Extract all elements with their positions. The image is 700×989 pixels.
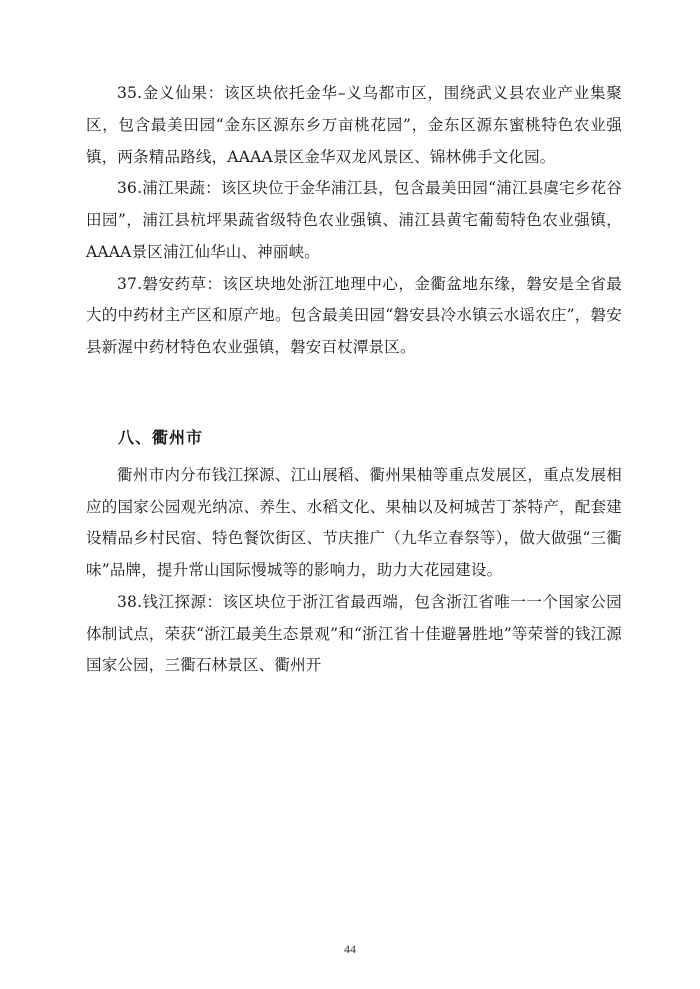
paragraph-item-36: 36.浦江果蔬：该区块位于金华浦江县，包含最美田园“浦江县虞宅乡花谷田园”，浦江县杭坪果蔬省级特色农业强镇、浦江县黄宅葡萄特色农业强镇，AAAA景区浦江仙华山、神丽峡。 (86, 179, 622, 261)
paragraph-item-35: 35.金义仙果：该区块依托金华–义乌都市区，围绕武义县农业产业集聚区，包含最美田园“金东区源东乡万亩桃花园”，金东区源东蜜桃特色农业强镇，两条精品路线，AAAA景区金华双龙风景区、锦林佛手文化园。 (86, 84, 622, 166)
paragraph-section-lead: 衢州市内分布钱江探源、江山展稻、衢州果柚等重点发展区，重点发展相应的国家公园观光纳凉、养生、水稻文化、果柚以及柯城苦丁茶特产，配套建设精品乡村民宿、特色餐饮街区、节庆推广（九华立春祭等），做大做强“三衢味”品牌，提升常山国际慢城等的影响力，助力大花园建设。 (86, 465, 622, 580)
paragraph-item-38: 38.钱江探源：该区块位于浙江省最西端，包含浙江省唯一一个国家公园体制试点，荣获“浙江最美生态景观”和“浙江省十佳避暑胜地”等荣誉的钱江源国家公园，三衢石林景区、衢州开 (86, 592, 622, 675)
paragraph-item-37: 37.磐安药草：该区块地处浙江地理中心，金衢盆地东缘，磐安是全省最大的中药材主产区和原产地。包含最美田园“磐安县冷水镇云水谣农庄”，磐安县新渥中药材特色农业强镇，磐安百杖潭景区。 (86, 274, 622, 357)
section-spacer (86, 364, 622, 386)
section-heading-quzhou: 八、衢州市 (118, 427, 204, 447)
document-body (86, 78, 622, 682)
page-number: 44 (344, 942, 356, 956)
